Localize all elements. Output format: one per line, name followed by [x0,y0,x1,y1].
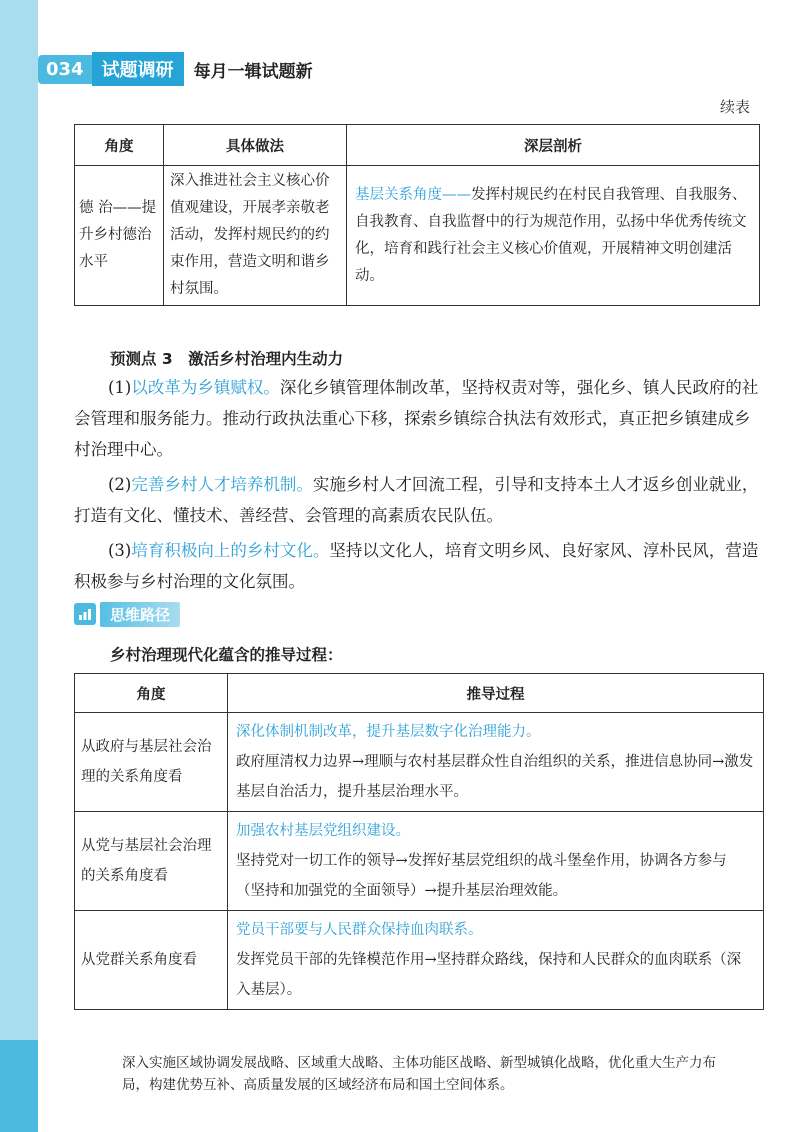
section-heading: 预测点 3 激活乡村治理内生动力 [110,350,344,368]
para-text: 坚持以文化人，培育文明乡风、良好家风、淳朴民风，营造积极参与乡村治理的文化氛围。 [74,541,759,591]
paragraph-2 [74,469,764,531]
angle-cell: 德 治——提升乡村德治水平 [75,166,164,306]
footer-side-tab [0,1040,38,1132]
table-row [75,911,764,1010]
paragraph-1 [74,372,764,465]
process-highlight: 加强农村基层党组织建设。 [236,823,410,839]
process-cell [228,911,764,1010]
continued-table [74,124,760,306]
page-number: 034 [38,55,92,84]
para-number: (3) [108,541,132,560]
process-text: 政府厘清权力边界→理顺与农村基层群众性自治组织的关系，推进信息协同→激发基层自治活力，提升基层治理水平。 [236,754,754,800]
para-number: (2) [108,475,132,494]
angle-cell: 从政府与基层社会治理的关系角度看 [75,713,228,812]
page-header [38,52,800,86]
process-text: 坚持党对一切工作的领导→发挥好基层党组织的战斗堡垒作用，协调各方参与（坚持和加强党的全面领导）→提升基层治理效能。 [236,853,727,899]
process-highlight: 深化体制机制改革，提升基层数字化治理能力。 [236,724,541,740]
table-header-cell: 角度 [75,674,228,713]
left-side-bar [0,0,38,1132]
angle-cell: 从党与基层社会治理的关系角度看 [75,812,228,911]
table-header-cell: 具体做法 [164,125,347,166]
think-path-label: 思维路径 [100,602,180,627]
analysis-text: 发挥村规民约在村民自我管理、自我服务、自我教育、自我监督中的行为规范作用，弘扬中华优秀传统文化，培育和践行社会主义核心价值观，开展精神文明创建活动。 [355,186,747,284]
continued-label: 续表 [719,98,750,116]
think-path-banner [74,601,224,627]
process-cell [228,713,764,812]
table-header-cell: 角度 [75,125,164,166]
analysis-highlight: 基层关系角度—— [355,186,471,203]
process-cell [228,812,764,911]
angle-cell: 从党群关系角度看 [75,911,228,1010]
analysis-cell [347,166,760,306]
derivation-table [74,673,764,1010]
chart-icon [74,603,96,625]
para-highlight: 以改革为乡镇赋权。 [131,378,280,397]
header-tag: 试题调研 [92,52,184,86]
process-highlight: 党员干部要与人民群众保持血肉联系。 [236,922,483,938]
para-highlight: 完善乡村人才培养机制。 [131,475,313,494]
table-header-row [75,125,760,166]
table-header-cell: 深层剖析 [347,125,760,166]
table-row [75,713,764,812]
para-text: 实施乡村人才回流工程，引导和支持本土人才返乡创业就业，打造有文化、懂技术、善经营、会管理的高素质农民队伍。 [74,475,759,525]
table-row [75,812,764,911]
process-text: 发挥党员干部的先锋模范作用→坚持群众路线，保持和人民群众的血肉联系（深入基层）。 [236,952,742,998]
derivation-title: 乡村治理现代化蕴含的推导过程： [110,646,343,664]
footer-note: 深入实施区域协调发展战略、区域重大战略、主体功能区战略、新型城镇化战略，优化重大生产力布局，构建优势互补、高质量发展的区域经济布局和国土空间体系。 [122,1055,716,1093]
practice-cell: 深入推进社会主义核心价值观建设，开展孝亲敬老活动，发挥村规民约的约束作用，营造文明和谐乡村氛围。 [164,166,347,306]
para-highlight: 培育积极向上的乡村文化。 [131,541,330,560]
header-subtitle: 每月一辑试题新 [193,61,313,82]
table-header-row [75,674,764,713]
para-number: (1) [108,378,132,397]
table-header-cell: 推导过程 [228,674,764,713]
para-text: 深化乡镇管理体制改革，坚持权责对等，强化乡、镇人民政府的社会管理和服务能力。推动行政执法重心下移，探索乡镇综合执法有效形式，真正把乡镇建成乡村治理中心。 [74,378,759,459]
table-row [75,166,760,306]
paragraph-3 [74,535,764,597]
